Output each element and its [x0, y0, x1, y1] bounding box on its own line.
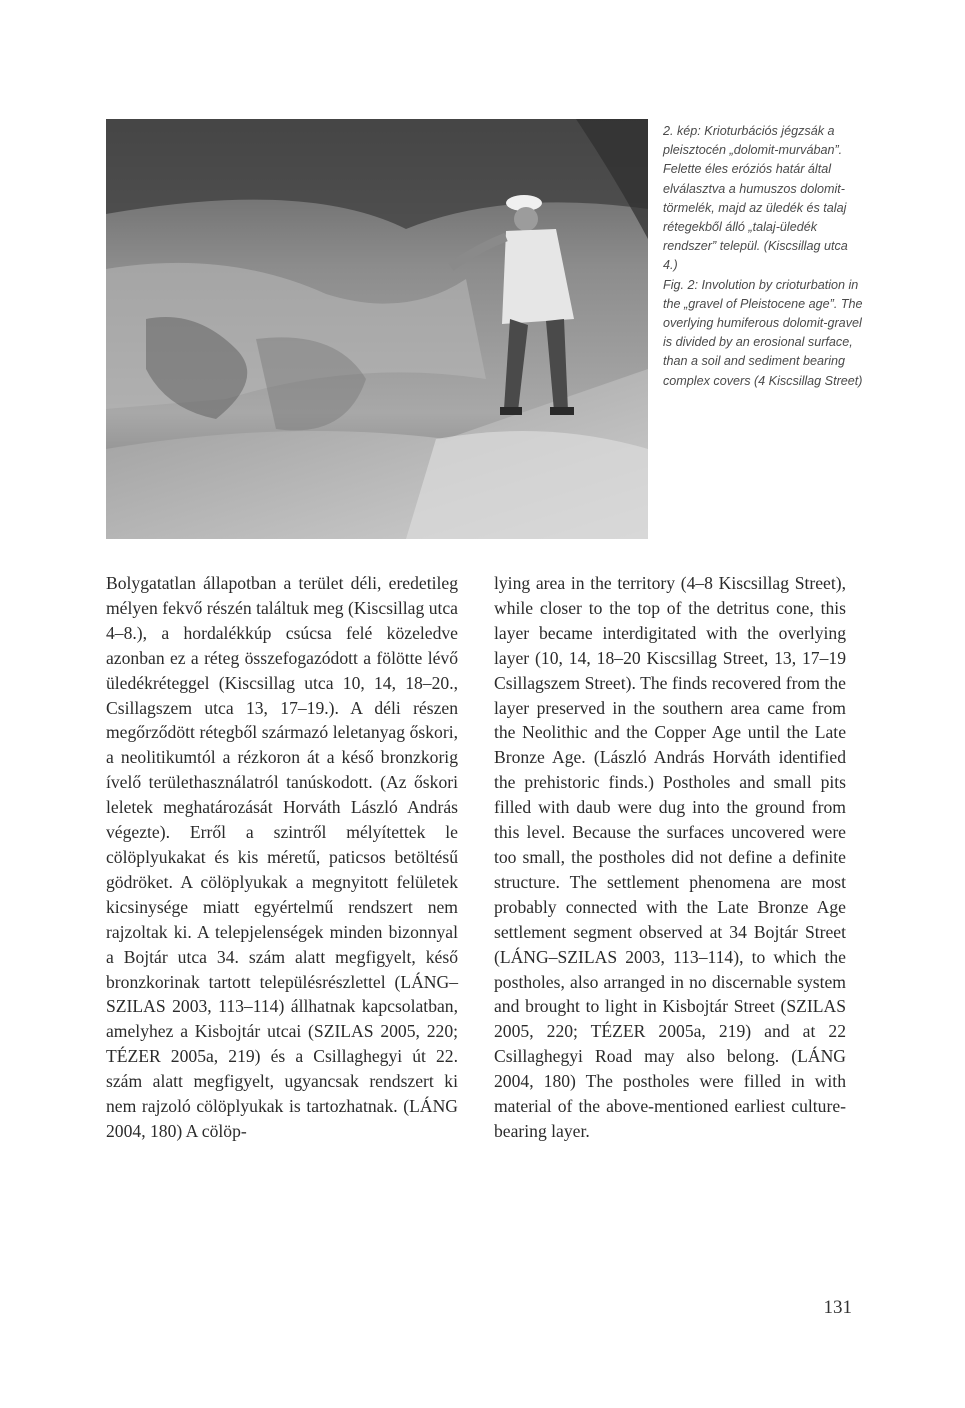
body-column-left [106, 571, 458, 1144]
page-number: 131 [823, 1297, 852, 1318]
figure-photo [106, 119, 648, 539]
body-text-hungarian: Bolygatatlan állapotban a terület déli, eredetileg mélyen fekvő részén találtuk meg (Kiscsillag utca 4–8.), a hordalékkúp csúcsa felé közeledve azonban ez a réteg összefogazódott a fölötte lévő üledékréteggel (Kiscsillag utca 10, 14, 18–20., Csillagszem utca 13, 17–19.). A déli részen megőrződött rétegből származó leletanyag őskori, a neolitikumtól a rézkoron át a késő bronzkorig ívelő területhasználatról tanúskodott. (Az őskori leletek meghatározását Horváth László András végezte). Erről a szintről mélyítettek le cölöplyukakat és kis méretű, paticsos betöltésű gödröket. A cölöplyukak a megnyitott felületek kicsinysége miatt egyértelmű rendszert nem rajzoltak ki. A telepjelenségek minden bizonnyal a Bojtár utca 34. szám alatt megfigyelt, késő bronzkorinak tartott településrészlettel (LÁNG–SZILAS 2003, 113–114) állhatnak kapcsolatban, amelyhez a Kisbojtár utcai (SZILAS 2005, 220; TÉZER 2005a, 219) és a Csillaghegyi út 22. szám alatt megfigyelt, ugyancsak rendszert ki nem rajzoló cölöplyukak is tartozhatnak. (LÁNG 2004, 180) A cölöp- [106, 573, 458, 1141]
body-column-right [494, 571, 846, 1144]
photo-of-soil-profile-icon [106, 119, 648, 539]
caption-hungarian: 2. kép: Krioturbációs jégzsák a pleisztocén „dolomit-murvában”. Felette éles eróziós határ által elválasztva a humuszos dolomit-törmelék, majd az üledék és talaj rétegekből álló „talaj-üledék rendszer” települ. (Kiscsillag utca 4.) [663, 124, 848, 273]
figure-caption [663, 122, 863, 391]
caption-english: Fig. 2: Involution by crioturbation in the „gravel of Pleistocene age”. The overlying humiferous dolomit-gravel is divided by an erosional surface, than a soil and sediment bearing complex covers (4 Kiscsillag Street) [663, 277, 863, 388]
body-text-english: lying area in the territory (4–8 Kiscsillag Street), while closer to the top of the detritus cone, this layer became interdigitated with the overlying layer (10, 14, 18–20 Kiscsillag Street, 13, 17–19 Csillagszem Street). The finds recovered from the layer preserved in the southern area came from the Neolithic and the Copper Age until the Late Bronze Age. (László András Horváth identified the prehistoric finds.) Postholes and small pits filled with daub were dug into the ground from this level. Because the surfaces uncovered were too small, the postholes did not define a definite structure. The settlement phenomena are most probably connected with the Late Bronze Age settlement segment observed at 34 Bojtár Street (LÁNG–SZILAS 2003, 113–114), to which the postholes, also arranged in no discernable system and brought to light in Kisbojtár Street (SZILAS 2005, 220; TÉZER 2005a, 219) and at 22 Csillaghegyi Road may also belong. (LÁNG 2004, 180) The postholes were filled in with material of the above-mentioned earliest culture-bearing layer. [494, 573, 846, 1141]
